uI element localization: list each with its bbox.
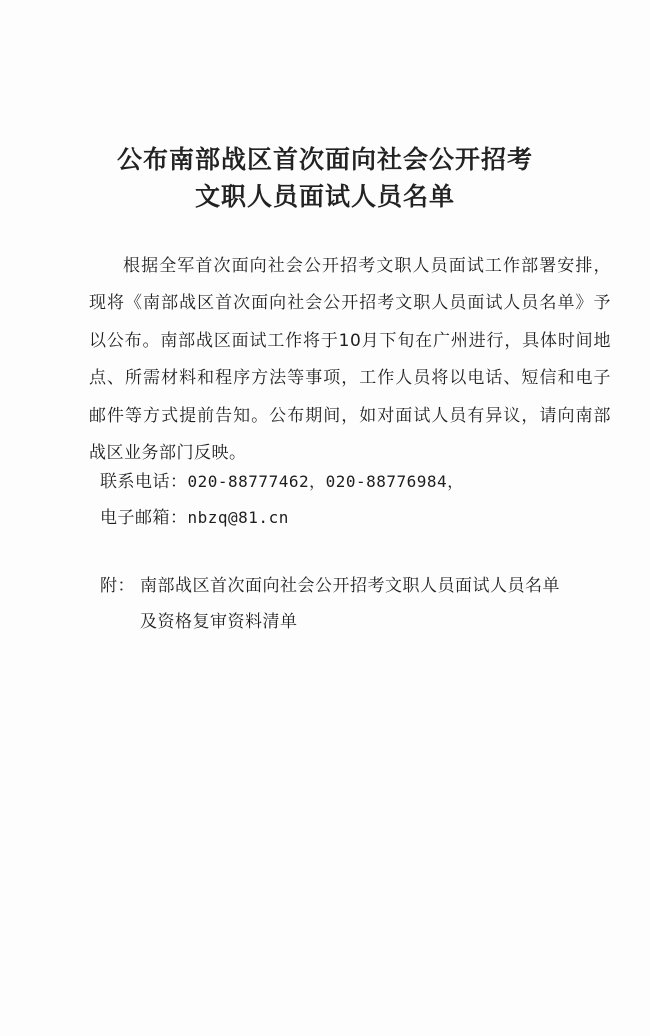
contact-email: [100, 503, 289, 528]
document-title-line1: 公布南部战区首次面向社会公开招考: [116, 145, 533, 174]
annex-label: 附：: [100, 576, 135, 596]
contact-phone-label: 联系电话：: [100, 472, 188, 492]
notice-paragraph: 根据全军首次面向社会公开招考文职人员面试工作部署安排，现将《南部战区首次面向社会公开招考文职人员面试人员名单》予以公布。南部战区面试工作将于10月下旬在广州进行，具体时间地点、所需材料和程序方法等事项，工作人员将以电话、短信和电子邮件等方式提前告知。公布期间，如对面试人员有异议，请向南部战区业务部门反映。: [89, 256, 611, 464]
contact-phone-value: 020-88777462，020-88776984，: [187, 472, 464, 491]
annex-title-line2: 及资格复审资料清单: [140, 612, 298, 632]
annex-title-line1: 南部战区首次面向社会公开招考文职人员面试人员名单: [140, 576, 560, 596]
contact-email-value: nbzq@81.cn: [187, 508, 289, 527]
contact-email-label: 电子邮箱：: [100, 508, 188, 528]
document-title-line2: 文职人员面试人员名单: [194, 182, 455, 211]
contact-phone: [100, 467, 464, 492]
